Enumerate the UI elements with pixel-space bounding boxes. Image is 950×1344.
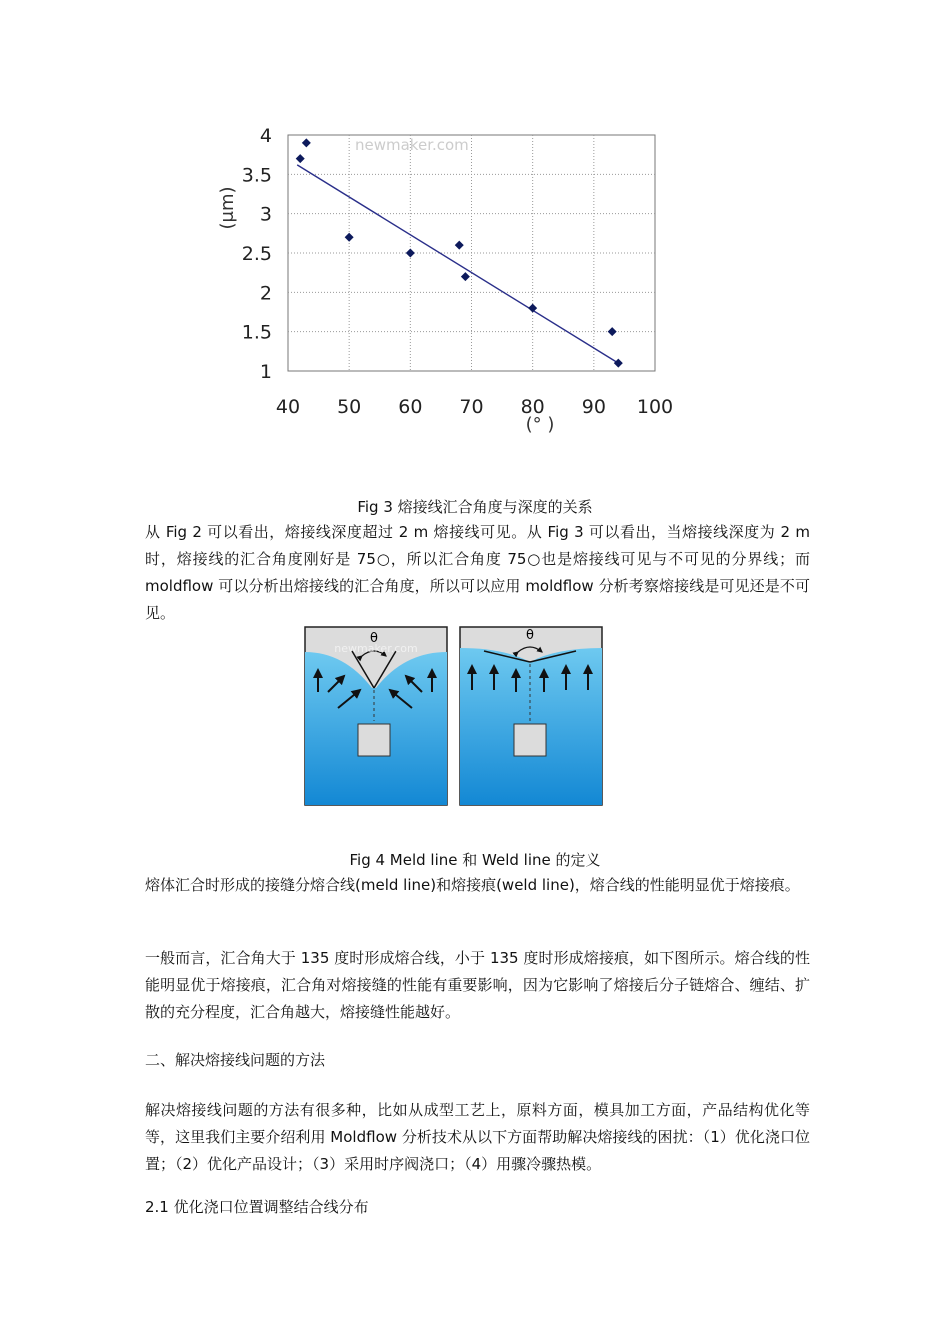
y-tick-label: 3	[259, 203, 272, 226]
x-tick-label: 80	[520, 396, 545, 418]
fig4-caption: Fig 4 Meld line 和 Weld line 的定义	[349, 851, 601, 869]
x-tick-label: 40	[275, 396, 301, 418]
meld-line-panel	[460, 627, 602, 805]
y-tick-label: 2.5	[241, 243, 272, 265]
subsection-heading-2-1: 2.1 优化浇口位置调整结合线分布	[145, 1198, 369, 1216]
theta-label-left: θ	[370, 631, 378, 646]
scatter-chart	[205, 118, 675, 440]
fig4-diagram	[304, 626, 648, 808]
paragraph-1: 从 Fig 2 可以看出，熔接线深度超过 2 m 熔接线可见。从 Fig 3 可以看出，当熔接线深度为 2 m时，熔接线的汇合角度刚好是 75○，所以汇合角度 75○也是熔接线可见与不可见的分界线；而 moldflow 可以分析出熔接线的汇合角度，所以可以应用 moldflow 分析考察熔接线是可见还是不可见。	[145, 523, 810, 622]
paragraph-2: 熔体汇合时形成的接缝分熔合线(meld line)和熔接痕(weld line)，熔合线的性能明显优于熔接痕。	[145, 876, 800, 894]
y-tick-label: 2	[259, 282, 272, 305]
x-tick-label: 50	[337, 396, 362, 418]
fig3-caption: Fig 3 熔接线汇合角度与深度的关系	[357, 498, 593, 516]
y-axis-label: (μm)	[217, 186, 238, 230]
x-tick-label: 100	[636, 396, 674, 418]
weld-line-panel	[305, 627, 447, 805]
fig3-chart	[205, 118, 675, 440]
x-tick-label: 60	[398, 396, 423, 418]
x-tick-label: 90	[581, 396, 606, 418]
y-tick-label: 1.5	[241, 321, 272, 344]
theta-label-right: θ	[526, 628, 534, 643]
y-tick-label: 1	[259, 361, 272, 383]
x-tick-label: 70	[459, 396, 484, 418]
chart-watermark: newmaker.com	[355, 136, 469, 154]
y-tick-label: 3.5	[241, 164, 272, 187]
paragraph-3: 一般而言，汇合角大于 135 度时形成熔合线，小于 135 度时形成熔接痕，如下图所示。熔合线的性能明显优于熔接痕，汇合角对熔接缝的性能有重要影响，因为它影响了熔接后分子链熔合、缠结、扩散的充分程度，汇合角越大，熔接缝性能越好。	[145, 949, 810, 1021]
y-tick-label: 4	[259, 125, 272, 147]
paragraph-4: 解决熔接线问题的方法有很多种，比如从成型工艺上，原料方面，模具加工方面，产品结构优化等等，这里我们主要介绍利用 Moldflow 分析技术从以下方面帮助解决熔接线的困扰：（1）优化浇口位置；（2）优化产品设计；（3）采用时序阀浇口；（4）用骤冷骤热模。	[145, 1101, 810, 1173]
meld-weld-diagram	[304, 626, 648, 808]
section-heading-2: 二、解决熔接线问题的方法	[145, 1051, 326, 1069]
x-axis-label: (° )	[525, 414, 555, 435]
diagram-watermark: newmaker.com	[334, 642, 418, 655]
